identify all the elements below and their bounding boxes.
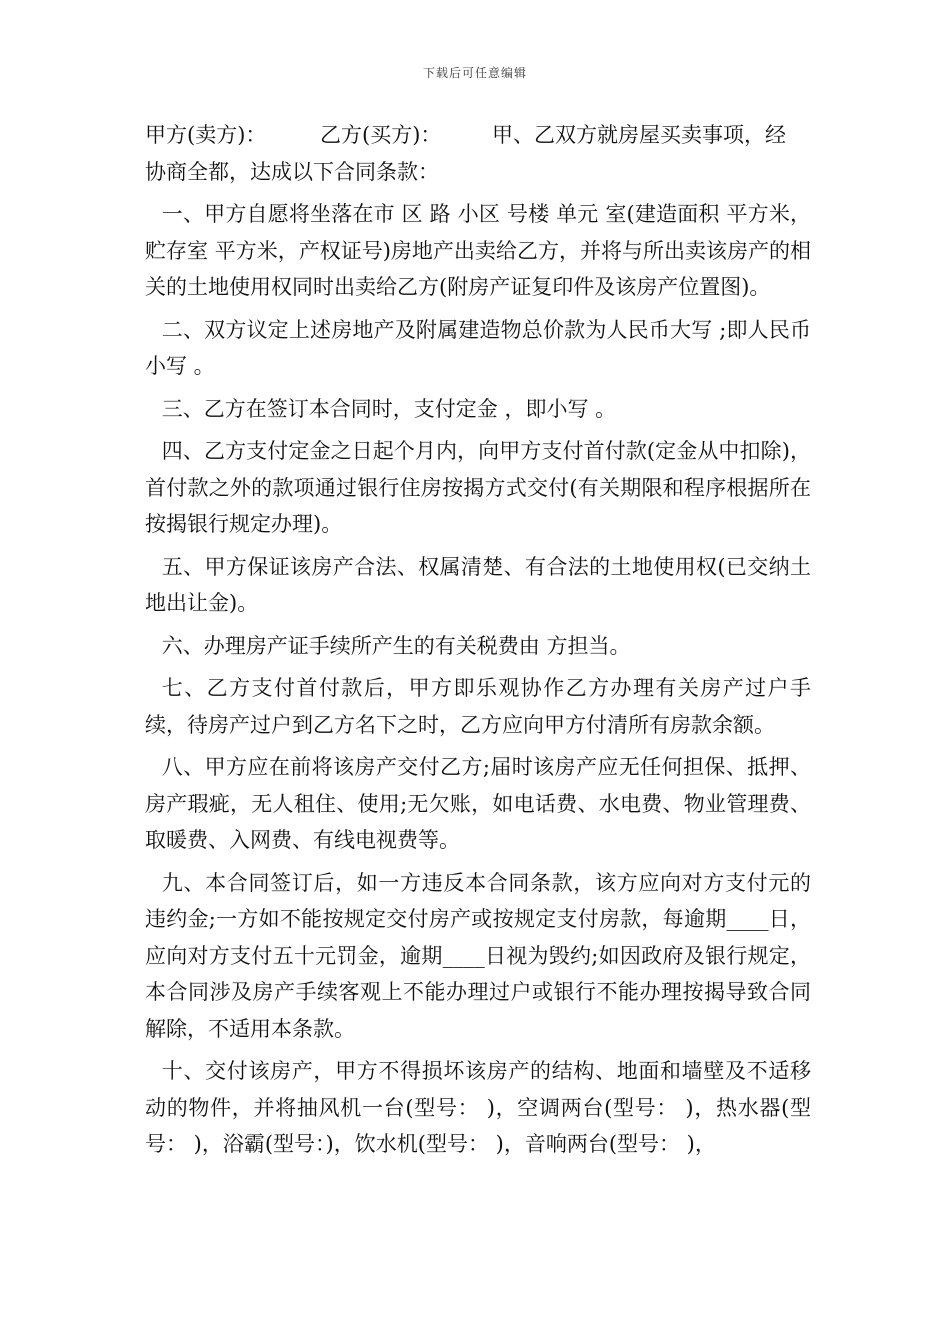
intro-line-2: 协商全都，达成以下合同条款：: [145, 159, 439, 184]
clause-8: 八、甲方应在前将该房产交付乙方;届时该房产应无任何担保、抵押、房产瑕疵，无人租住、使用;无欠账，如电话费、水电费、物业管理费、取暖费、入网费、有线电视费等。: [145, 755, 811, 852]
clause-9: 九、本合同签订后，如一方违反本合同条款，该方应向对方支付元的违约金;一方如不能按规定交付房产或按规定支付房款，每逾期____日，应向对方支付五十元罚金，逾期____日视为毁约;如因政府及银行规定，本合同涉及房产手续客观上不能办理过户或银行不能办理按揭导致合同解除，不适用本条款。: [145, 870, 811, 1041]
parties-line: [145, 117, 811, 154]
party-b-label: 乙方(买方)：: [320, 123, 442, 147]
clause-6: 六、办理房产证手续所产生的有关税费由 方担当。: [161, 633, 631, 658]
clause-3: 三、乙方在签订本合同时，支付定金 ，即小写 。: [161, 396, 617, 421]
intro-tail: 甲、乙双方就房屋买卖事项，经: [492, 123, 786, 147]
clause-10: 十、交付该房产，甲方不得损坏该房产的结构、地面和墙壁及不适移动的物件，并将抽风机一台(型号： )，空调两台(型号： )，热水器(型号： )，浴霸(型号：)，饮水机(型号： )，音响两台(型号： )，: [145, 1059, 811, 1156]
intro-paragraph: [145, 117, 811, 190]
party-a-label: 甲方(卖方)：: [145, 123, 267, 147]
clause-2: 二、双方议定上述房地产及附属建造物总价款为人民币大写 ;即人民币小写 。: [145, 317, 811, 378]
clause-4: 四、乙方支付定金之日起个月内，向甲方支付首付款(定金从中扣除)，首付款之外的款项通过银行住房按揭方式交付(有关期限和程序根据所在按揭银行规定办理)。: [145, 439, 811, 536]
clause-5: 五、甲方保证该房产合法、权属清楚、有合法的土地使用权(已交纳土地出让金)。: [145, 554, 811, 615]
clause-1: 一、甲方自愿将坐落在市 区 路 小区 号楼 单元 室(建造面积 平方米，贮存室 平方米，产权证号)房地产出卖给乙方，并将与所出卖该房产的相关的土地使用权同时出卖给乙方(附房产证复印件及该房产位置图)。: [145, 202, 811, 299]
page-header: 下载后可任意编辑: [422, 66, 527, 80]
contract-body: [145, 117, 811, 1169]
clause-7: 七、乙方支付首付款后，甲方即乐观协作乙方办理有关房产过户手续，待房产过户到乙方名下之时，乙方应向甲方付清所有房款余额。: [145, 676, 811, 737]
